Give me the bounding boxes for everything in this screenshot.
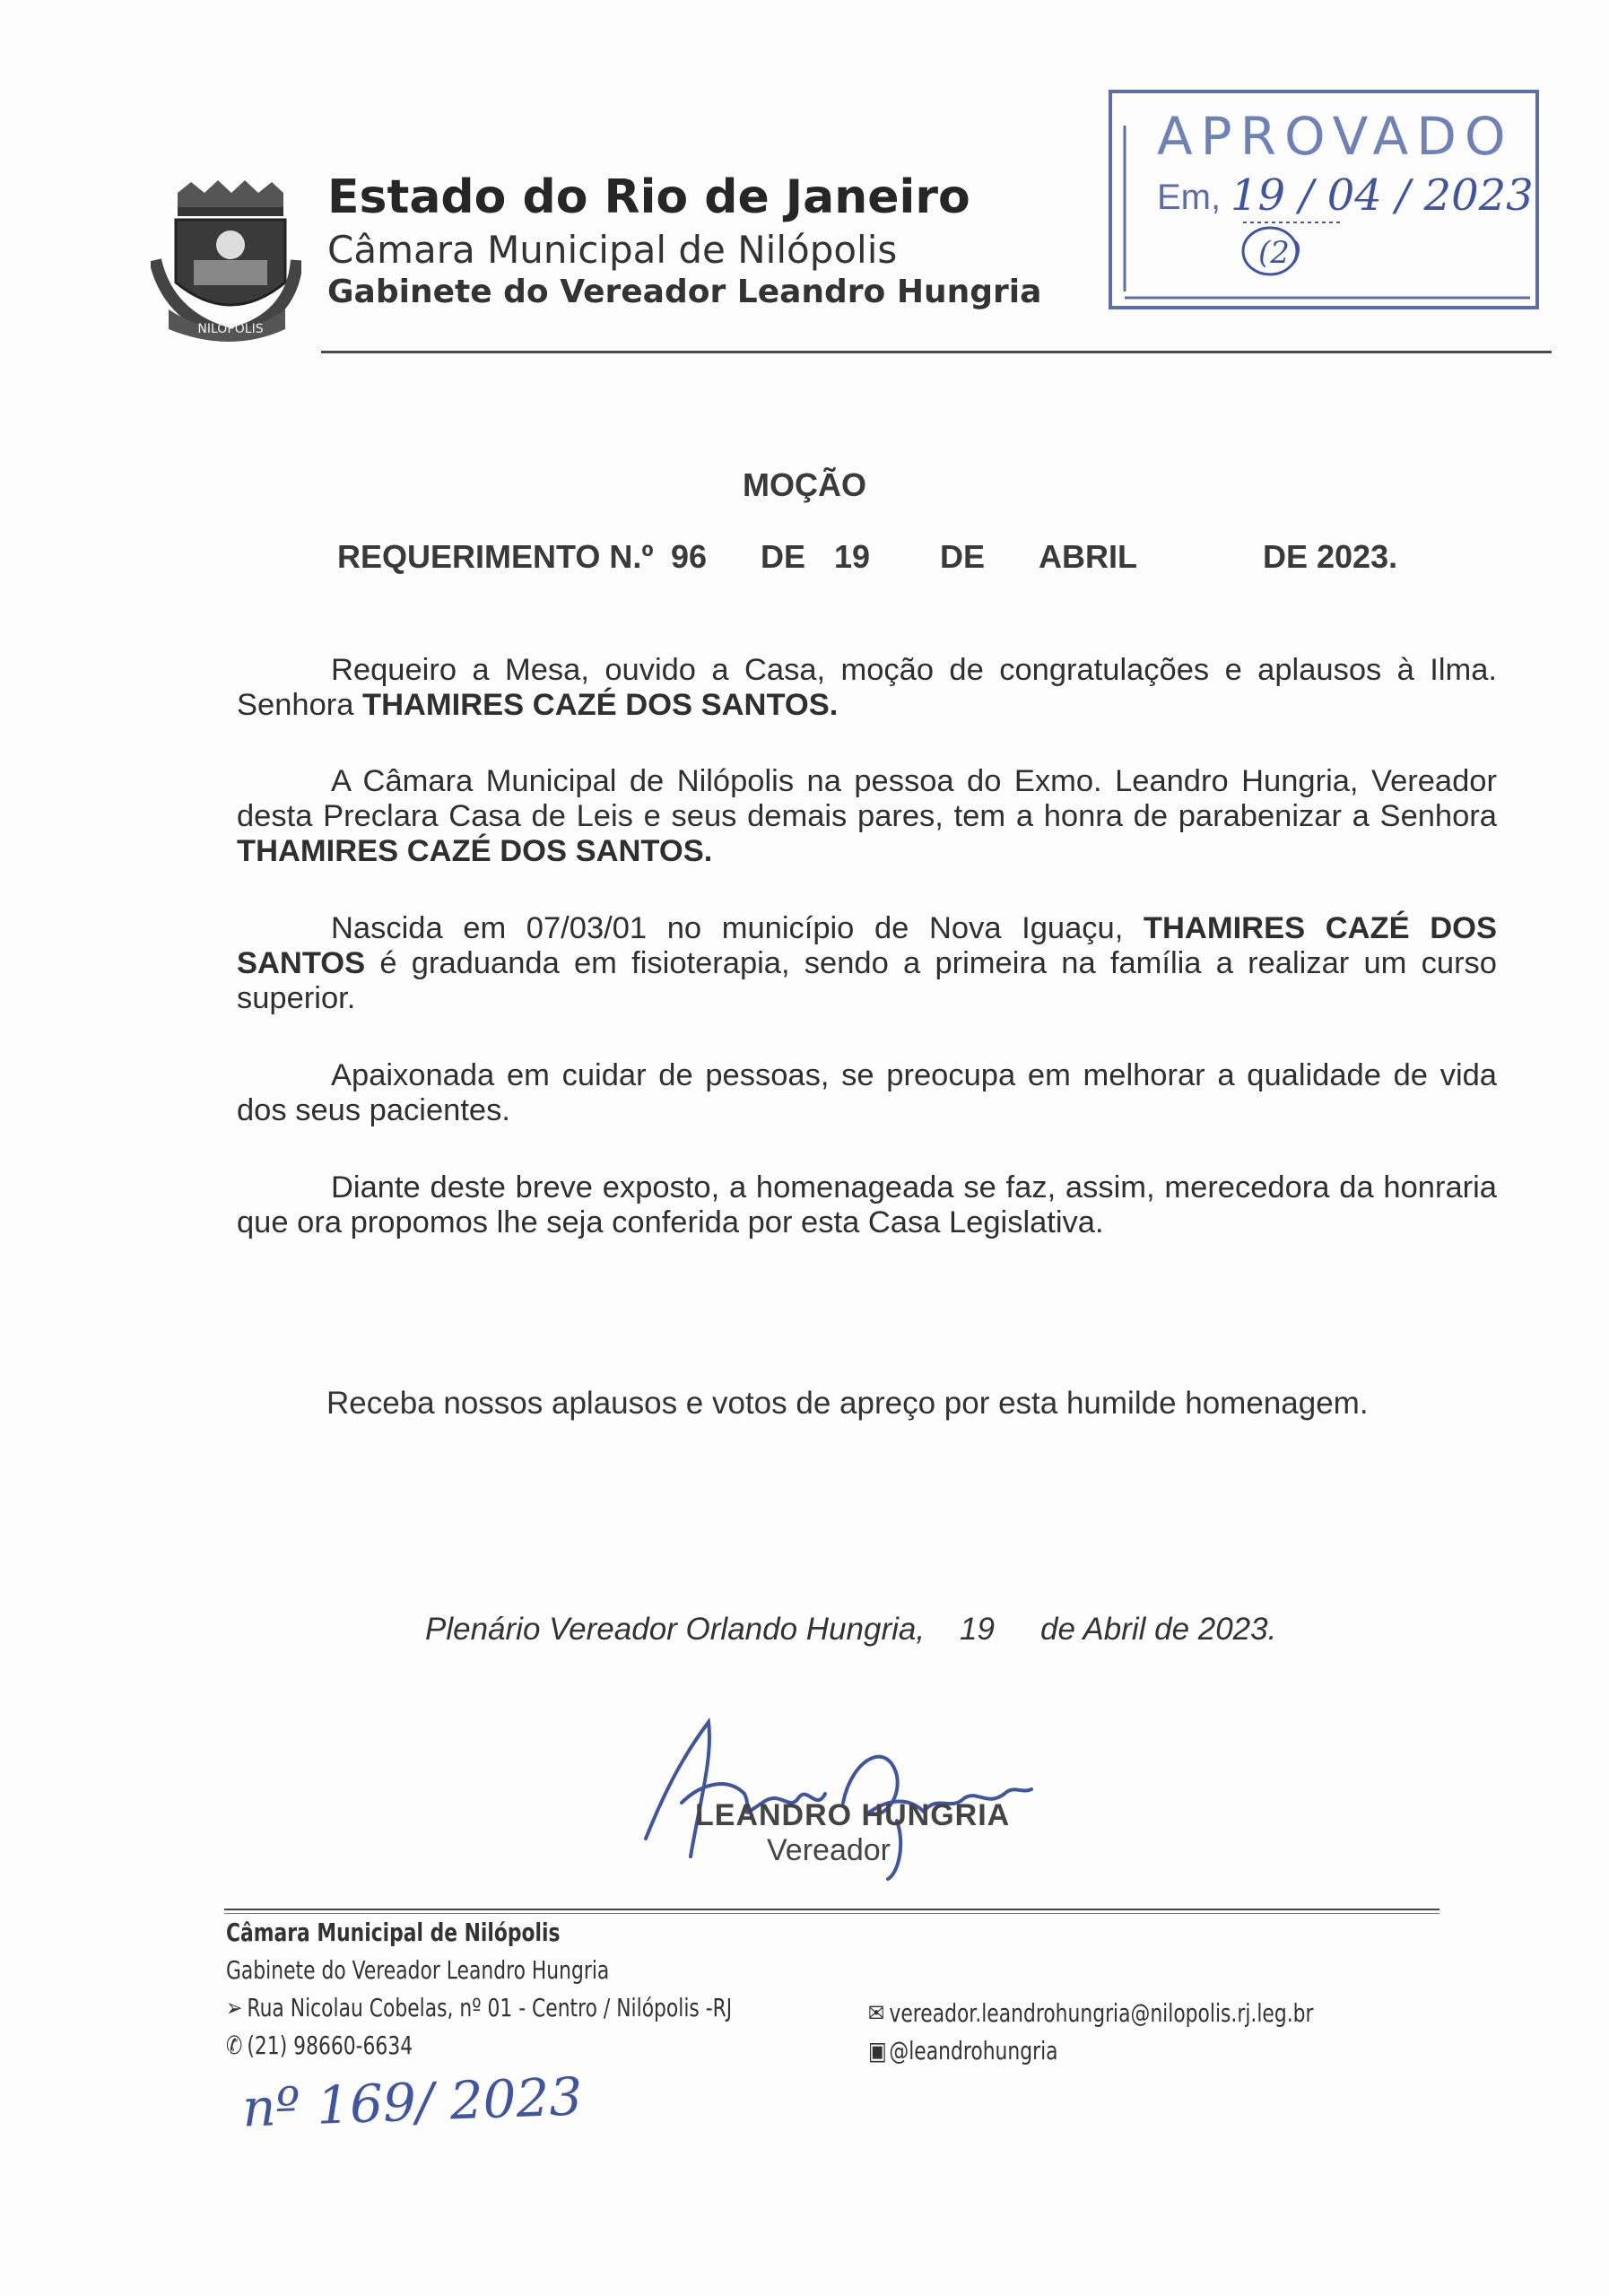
- place-month-year: de Abril de 2023.: [1040, 1612, 1277, 1647]
- stamp-title: APROVADO: [1157, 106, 1514, 167]
- honoree-name: THAMIRES CAZÉ DOS SANTOS.: [362, 688, 839, 722]
- closing-text: Receba nossos aplausos e votos de apreço por esta humilde homenagem.: [326, 1386, 1369, 1421]
- request-month: ABRIL: [1039, 538, 1137, 575]
- footer-chamber: Câmara Municipal de Nilópolis: [226, 1918, 561, 1947]
- header-state: Estado do Rio de Janeiro: [327, 170, 970, 224]
- header-chamber: Câmara Municipal de Nilópolis: [327, 228, 898, 272]
- phone-icon: ✆: [226, 2031, 243, 2060]
- handwritten-protocol-number: nº 169/ 2023: [240, 2066, 584, 2139]
- footer-address-row: [226, 1993, 732, 2022]
- paragraph-1: [237, 653, 1497, 723]
- place-text: Plenário Vereador Orlando Hungria,: [425, 1612, 926, 1647]
- request-de-2: DE: [940, 538, 986, 575]
- paragraph-5: [237, 1170, 1497, 1240]
- document-title: MOÇÃO: [743, 466, 866, 503]
- request-label: REQUERIMENTO N.º: [337, 538, 654, 575]
- footer-phone: (21) 98660-6634: [247, 2031, 413, 2060]
- request-number: 96: [671, 538, 708, 575]
- request-de-1: DE: [761, 538, 806, 575]
- paragraph-4: [237, 1058, 1497, 1128]
- paragraph-3-text-b: é graduanda em fisioterapia, sendo a primeira na família a realizar um curso superior.: [237, 946, 1497, 1015]
- honoree-name: THAMIRES CAZÉ DOS SANTOS.: [237, 834, 713, 868]
- paragraph-1-text: Requeiro a Mesa, ouvido a Casa, moção de congratulações e aplausos à Ilma. Senhora: [237, 653, 1497, 722]
- footer-address: Rua Nicolau Cobelas, nº 01 - Centro / Nilópolis -RJ: [247, 1993, 733, 2022]
- request-year: DE 2023.: [1263, 538, 1398, 575]
- header-office: Gabinete do Vereador Leandro Hungria: [327, 274, 1042, 310]
- place-day: 19: [960, 1612, 995, 1647]
- footer-phone-row: [226, 2031, 413, 2060]
- municipal-seal-icon: [151, 175, 301, 345]
- footer-instagram-row: [868, 2036, 1058, 2066]
- footer-instagram: @leandrohungria: [889, 2036, 1058, 2066]
- footer-email-row: [868, 1998, 1314, 2028]
- instagram-icon: ▣: [868, 2036, 887, 2066]
- footer-office: Gabinete do Vereador Leandro Hungria: [226, 1955, 610, 1985]
- paragraph-2: [237, 764, 1497, 869]
- stamp-em-label: Em,: [1157, 178, 1222, 217]
- pin-icon: ➢: [226, 1993, 243, 2022]
- seal-text: NILÓPOLIS: [197, 322, 264, 336]
- stamp-handwritten-date: 19 / 04 / 2023: [1231, 170, 1534, 221]
- paragraph-5-text: Diante deste breve exposto, a homenageada se faz, assim, merecedora da honraria que ora propomos lhe seja conferida por esta Casa Legislativa.: [237, 1170, 1497, 1239]
- footer-email: vereador.leandrohungria@nilopolis.rj.leg.br: [889, 1998, 1314, 2028]
- email-icon: ✉: [868, 1998, 885, 2028]
- footer-divider-thin: [224, 1913, 1439, 1914]
- paragraph-3: [237, 911, 1497, 1016]
- footer-divider: [224, 1909, 1439, 1910]
- signer-role: Vereador: [767, 1833, 891, 1867]
- paragraph-4-text: Apaixonada em cuidar de pessoas, se preocupa em melhorar a qualidade de vida dos seus pacientes.: [237, 1058, 1497, 1127]
- stamp-handwritten-note: (2): [1258, 235, 1302, 271]
- paragraph-3-text-a: Nascida em 07/03/01 no município de Nova Iguaçu,: [331, 911, 1144, 945]
- honoree-name: THAMIRES CAZÉ DOS SANTOS: [237, 911, 1497, 980]
- signer-name: LEANDRO HUNGRIA: [695, 1798, 1011, 1832]
- request-day: 19: [834, 538, 871, 575]
- header-divider: [321, 351, 1552, 353]
- paragraph-2-text: A Câmara Municipal de Nilópolis na pessoa do Exmo. Leandro Hungria, Vereador desta Preclara Casa de Leis e seus demais pares, tem a honra de parabenizar a Senhora: [237, 764, 1497, 833]
